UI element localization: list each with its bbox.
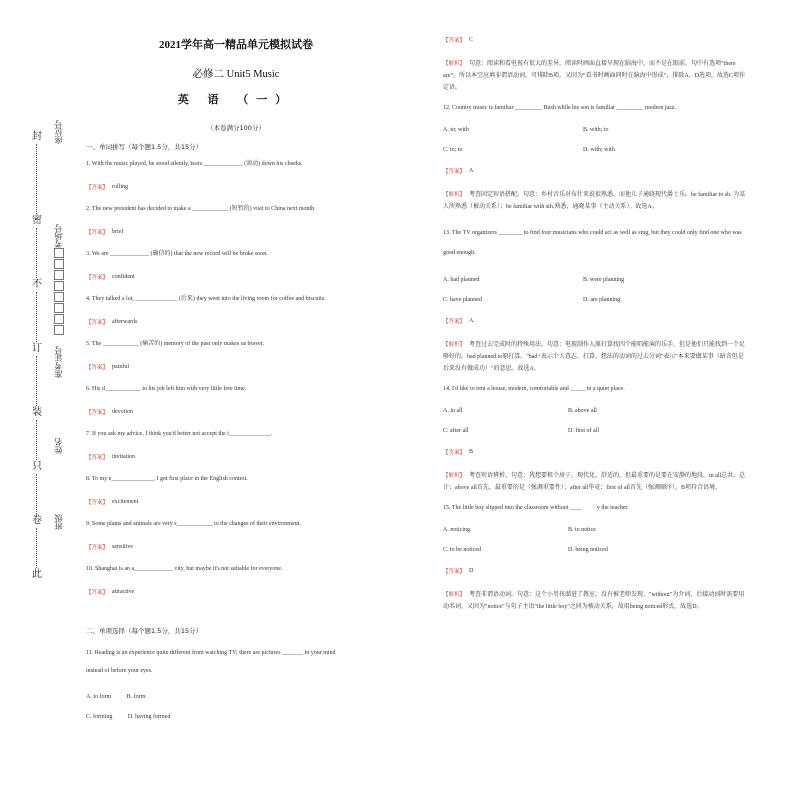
analysis-tag: 【解析】 xyxy=(443,61,466,67)
option-c: C. have planned xyxy=(443,297,482,303)
answer-tag: 【答案】 xyxy=(443,450,466,456)
option-a: A. had planned xyxy=(443,277,480,283)
question-12-options xyxy=(443,127,748,153)
option-a: A. noticing xyxy=(443,527,470,533)
analysis-14: 【解析】 考查短语辨析。句意：我想要租个房子，现代化、舒适的，但最重要的是要在安静的地段。in all总共，总计；above all首先，最重要的是（强调重要性）；after all毕竟；first of all首先（强调顺序）。B项符合语境。 xyxy=(443,470,748,494)
analysis-tag: 【解析】 xyxy=(443,473,466,479)
question-2: 2. The new president has decided to make a ____________ (短暂的) visit to China next month. xyxy=(86,206,316,212)
question-13-options xyxy=(443,277,748,303)
left-column xyxy=(86,36,386,734)
question-13: 13. The TV organizers ________ to find four musicians who could act as well as sing, but they could only find one who was good enough. xyxy=(443,230,744,256)
question-10: 10. Shanghai is an a_____________ city, but maybe it's not suitable for everyone. xyxy=(86,566,283,572)
seal-char: 此 xyxy=(32,569,42,580)
seal-char: 密 xyxy=(32,215,42,226)
option-c: C. to be noticed xyxy=(443,547,481,553)
option-d: D. with; with xyxy=(583,147,615,153)
analysis-tag: 【解析】 xyxy=(443,192,466,198)
answer-12: 【答案】 A xyxy=(443,168,474,175)
candidate-info-column xyxy=(52,120,66,530)
question-11-options-row-1 xyxy=(86,694,386,700)
question-14-options xyxy=(443,408,748,434)
answer-9: 【答案】 sensitive xyxy=(86,544,134,551)
analysis-tag: 【解析】 xyxy=(443,592,466,598)
seal-char: 不 xyxy=(32,279,42,290)
seal-char: 封 xyxy=(32,131,42,142)
name-label: 姓名 xyxy=(54,438,63,454)
class-label: 班级 xyxy=(54,514,63,530)
option-d: D. first of all xyxy=(568,428,599,434)
seal-char: 装 xyxy=(32,407,42,418)
option-a: A. in all xyxy=(443,408,463,414)
right-column xyxy=(443,36,748,623)
question-12: 12. Country music is familiar _________ Bush while his son is familiar _________ modern jazz. xyxy=(443,105,676,111)
answer-1: 【答案】 rolling xyxy=(86,184,129,191)
analysis-11: 【解析】 句意：阅读和看电视有很大的差异，阅读时画面直接呈现在脑海中，而不是在眼前。句中有选项“there are”，所以本空应填非谓语动词，可排除B项。又因为“看书时画面同时在脑海中形成”，排除A、D选项，故选C项作定语。 xyxy=(443,58,748,94)
option-b: B. were planning xyxy=(583,277,625,283)
question-3: 3. We are _____________ (确信的) that the new record will be broke soon. xyxy=(86,251,268,257)
question-4: 4. They talked a lot, ______________ (后来) they went into the living room for coffee and biscuits. xyxy=(86,296,326,302)
answer-14: 【答案】 B xyxy=(443,449,474,456)
option-d: D. being noticed xyxy=(568,547,608,553)
question-11-options-row-2 xyxy=(86,714,386,720)
answer-4: 【答案】 afterwards xyxy=(86,319,138,326)
question-15-options xyxy=(443,527,748,553)
answer-5: 【答案】 painful xyxy=(86,364,130,371)
answer-6: 【答案】 devotion xyxy=(86,409,134,416)
question-6: 6. His d____________ to his job left him with very little free time. xyxy=(86,386,247,392)
exam-room-boxes[interactable] xyxy=(54,248,64,336)
analysis-12: 【解析】 考查固定短语搭配。句意：乡村音乐对布什来说很熟悉，而他儿子通晓现代爵士乐。be familiar to sb. 为某人所熟悉（被动关系）；be familiar with sth.熟悉，通晓某事（主动关系）。故选A。 xyxy=(443,189,748,213)
answer-tag: 【答案】 xyxy=(86,275,109,281)
answer-tag: 【答案】 xyxy=(86,230,109,236)
answer-7: 【答案】 invitation xyxy=(86,454,136,461)
section-1-title: 一、单词拼写（每个题1.5分，共15分） xyxy=(86,143,203,151)
answer-tag: 【答案】 xyxy=(443,569,466,575)
answer-11: 【答案】 C xyxy=(443,37,474,44)
question-5: 5. The ____________ (痛苦的) memory of the past only makes us braver. xyxy=(86,341,265,347)
option-b: B. form xyxy=(126,694,146,700)
answer-tag: 【答案】 xyxy=(86,500,109,506)
option-c: C. forming xyxy=(86,714,113,720)
answer-8: 【答案】 excitement xyxy=(86,499,139,506)
analysis-tag: 【解析】 xyxy=(443,342,466,348)
option-c: C. after all xyxy=(443,428,469,434)
seal-line xyxy=(32,130,42,582)
answer-tag: 【答案】 xyxy=(86,185,109,191)
question-14: 14. I'd like to rent a house, modern, comfortable and _____ in a quiet place. xyxy=(443,386,625,392)
seal-char: 只 xyxy=(32,461,42,472)
option-d: D. are planning xyxy=(583,297,621,303)
answer-tag: 【答案】 xyxy=(86,455,109,461)
answer-tag: 【答案】 xyxy=(443,38,466,44)
question-1: 1. With the music played, he stood silently, tears _____________ (滚动) down his cheeks. xyxy=(86,161,303,167)
answer-13: 【答案】 A xyxy=(443,318,474,325)
option-b: B. above all xyxy=(568,408,597,414)
answer-tag: 【答案】 xyxy=(86,320,109,326)
answer-tag: 【答案】 xyxy=(443,169,466,175)
answer-tag: 【答案】 xyxy=(86,365,109,371)
answer-3: 【答案】 confident xyxy=(86,274,135,281)
ticket-number-label: 准考证号 xyxy=(54,346,63,378)
exam-room-label: 考场号 xyxy=(54,224,63,248)
option-b: B. with; to xyxy=(583,127,609,133)
section-2-title: 二、单项选择（每个题1.5分，共15分） xyxy=(86,627,203,635)
question-15: 15. The little boy slipped into the classroom without ____ y the teacher. xyxy=(443,505,629,511)
paper-subtitle: 必修二 Unit5 Music xyxy=(192,69,280,80)
subject-title: 英 语 （一） xyxy=(177,94,295,106)
option-d: D. having formed xyxy=(127,714,171,720)
question-8: 8. To my e______________, I got first place in the English contest. xyxy=(86,476,248,482)
answer-2: 【答案】 brief xyxy=(86,229,124,236)
answer-tag: 【答案】 xyxy=(86,410,109,416)
analysis-13: 【解析】 考查过去完成时的特殊用法。句意：电视制作人原打算找四个能唱能演的乐手，但是他们只能找到一个足够好的。had planned to原打算。"had+表示个人意志、打算、想法的动词的过去分词"表示"本来要做某事（暗含但是后来没有做成功）"的意思。故选A。 xyxy=(443,339,748,375)
analysis-15: 【解析】 考查非谓语动词。句意：这个小男孩溜进了教室，没有被老师发现。"without"为介词，后接动词时需要用动名词，又因为"notice"与句子主语"the little boy"之间为被动关系，故用being noticed形式。故选D。 xyxy=(443,589,748,613)
option-c: C. to; to xyxy=(443,147,463,153)
seal-char: 卷 xyxy=(32,515,42,526)
answer-tag: 【答案】 xyxy=(443,319,466,325)
option-a: A. to form xyxy=(86,694,112,700)
seat-number-label: 座位号 xyxy=(54,120,63,144)
question-9: 9. Some plants and animals are very s____________ to the changes of their environment. xyxy=(86,521,301,527)
question-11: 11. Reading is an experience quite different from watching TV; there are pictures _______ in your mind instead of before your eyes. xyxy=(86,650,336,674)
answer-tag: 【答案】 xyxy=(86,545,109,551)
answer-tag: 【答案】 xyxy=(86,590,109,596)
question-7: 7. If you ask my advice, I think you'd better not accept the i______________. xyxy=(86,431,273,437)
answer-15: 【答案】 D xyxy=(443,568,474,575)
option-a: A. to; with xyxy=(443,127,469,133)
seal-char: 订 xyxy=(32,343,42,354)
paper-title: 2021学年高一精品单元模拟试卷 xyxy=(159,39,313,51)
option-b: B. to notice xyxy=(568,527,596,533)
answer-10: 【答案】 attractive xyxy=(86,589,135,596)
full-score: （本卷满分100分） xyxy=(207,124,265,132)
